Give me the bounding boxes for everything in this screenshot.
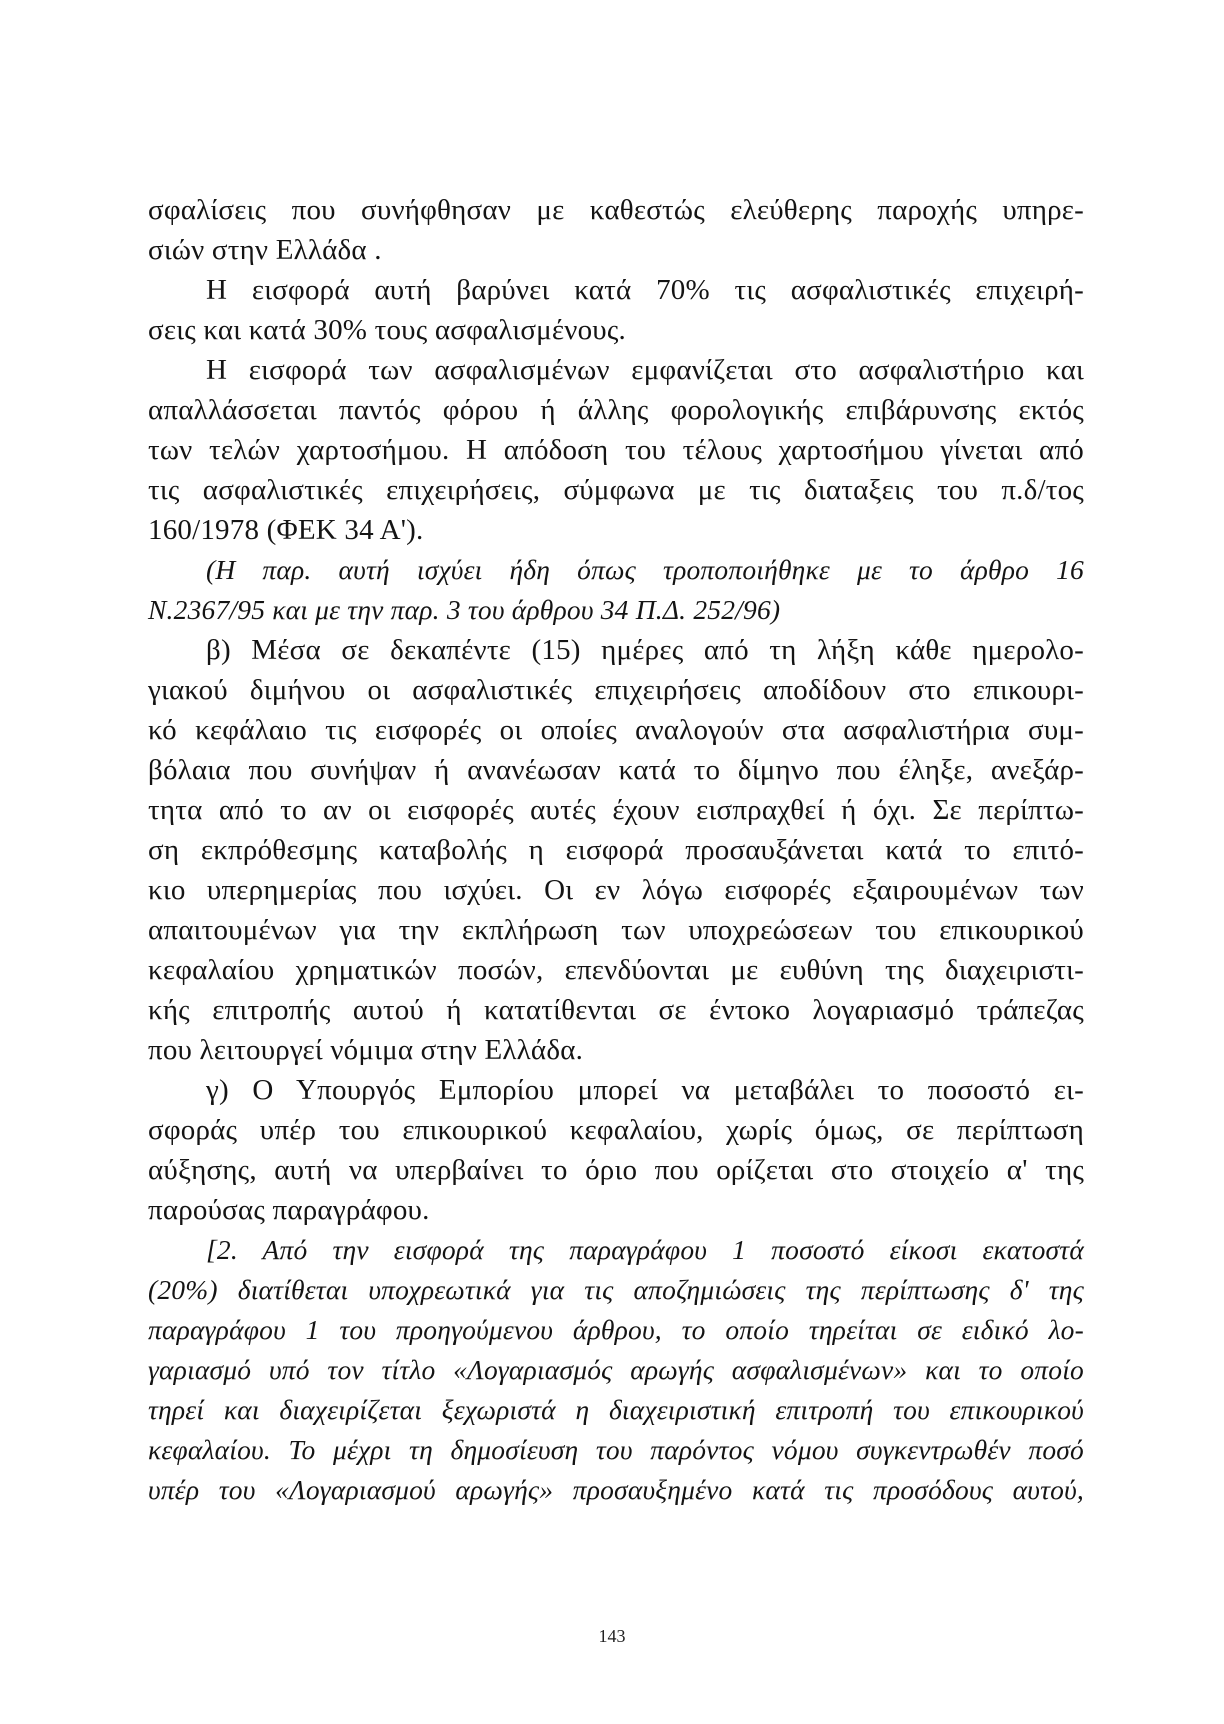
page-number: 143 bbox=[598, 1626, 626, 1646]
text-line: β) Μέσα σε δεκαπέντε (15) ημέρες από τη λήξη κάθε ημερολο- bbox=[206, 634, 1084, 666]
text-line-italic: [2. Από την εισφορά της παραγράφου 1 ποσοστό είκοσι εκατοστά bbox=[206, 1234, 1084, 1265]
text-line: γιακού διμήνου οι ασφαλιστικές επιχειρήσεις αποδίδουν στο επικουρι- bbox=[148, 674, 1084, 706]
text-line: που λειτουργεί νόμιμα στην Ελλάδα. bbox=[148, 1034, 584, 1066]
text-line: ση εκπρόθεσμης καταβολής η εισφορά προσαυξάνεται κατά το επιτό- bbox=[148, 834, 1084, 866]
text-line: σιών στην Ελλάδα . bbox=[148, 234, 382, 266]
text-line: τις ασφαλιστικές επιχειρήσεις, σύμφωνα με τις διαταξεις του π.δ/τος bbox=[148, 474, 1084, 506]
text-line: κιο υπερημερίας που ισχύει. Οι εν λόγω εισφορές εξαιρουμένων των bbox=[148, 874, 1084, 906]
text-line: τητα από το αν οι εισφορές αυτές έχουν εισπραχθεί ή όχι. Σε περίπτω- bbox=[148, 794, 1084, 826]
text-line: παρούσας παραγράφου. bbox=[148, 1194, 430, 1226]
text-line-italic: υπέρ του «Λογαριασμού αρωγής» προσαυξημένο κατά τις προσόδους αυτού, bbox=[148, 1474, 1084, 1505]
text-line-italic: γαριασμό υπό τον τίτλο «Λογαριασμός αρωγής ασφαλισμένων» και το οποίο bbox=[148, 1354, 1084, 1385]
text-line: απαιτουμένων για την εκπλήρωση των υποχρεώσεων του επικουρικού bbox=[148, 914, 1084, 946]
text-line: κεφαλαίου χρηματικών ποσών, επενδύονται με ευθύνη της διαχειριστι- bbox=[148, 954, 1084, 986]
text-line-italic: Ν.2367/95 και με την παρ. 3 του άρθρου 34 Π.Δ. 252/96) bbox=[148, 594, 781, 625]
text-line-italic: τηρεί και διαχειρίζεται ξεχωριστά η διαχειριστική επιτροπή του επικουρικού bbox=[148, 1394, 1084, 1425]
text-line: γ) Ο Υπουργός Εμπορίου μπορεί να μεταβάλει το ποσοστό ει- bbox=[206, 1074, 1084, 1106]
text-line: σφαλίσεις που συνήφθησαν με καθεστώς ελεύθερης παροχής υπηρε- bbox=[148, 194, 1084, 226]
text-line: σφοράς υπέρ του επικουρικού κεφαλαίου, χωρίς όμως, σε περίπτωση bbox=[148, 1114, 1084, 1146]
text-line-italic: κεφαλαίου. Το μέχρι τη δημοσίευση του παρόντος νόμου συγκεντρωθέν ποσό bbox=[148, 1434, 1084, 1465]
text-line: σεις και κατά 30% τους ασφαλισμένους. bbox=[148, 314, 626, 346]
text-line-italic: (20%) διατίθεται υποχρεωτικά για τις αποζημιώσεις της περίπτωσης δ' της bbox=[148, 1274, 1084, 1305]
text-line: κό κεφάλαιο τις εισφορές οι οποίες αναλογούν στα ασφαλιστήρια συμ- bbox=[148, 714, 1084, 746]
text-line: αύξησης, αυτή να υπερβαίνει το όριο που ορίζεται στο στοιχείο α' της bbox=[148, 1154, 1084, 1186]
text-line: απαλλάσσεται παντός φόρου ή άλλης φορολογικής επιβάρυνσης εκτός bbox=[148, 394, 1084, 426]
text-line: Η εισφορά των ασφαλισμένων εμφανίζεται στο ασφαλιστήριο και bbox=[206, 354, 1084, 386]
text-line: των τελών χαρτοσήμου. Η απόδοση του τέλους χαρτοσήμου γίνεται από bbox=[148, 434, 1084, 466]
page-body bbox=[148, 190, 1084, 1510]
text-line-italic: παραγράφου 1 του προηγούμενου άρθρου, το οποίο τηρείται σε ειδικό λο- bbox=[148, 1314, 1084, 1345]
text-line-italic: (Η παρ. αυτή ισχύει ήδη όπως τροποποιήθηκε με το άρθρο 16 bbox=[206, 554, 1084, 585]
text-line: κής επιτροπής αυτού ή κατατίθενται σε έντοκο λογαριασμό τράπεζας bbox=[148, 994, 1084, 1026]
text-line: βόλαια που συνήψαν ή ανανέωσαν κατά το δίμηνο που έληξε, ανεξάρ- bbox=[148, 754, 1084, 786]
text-line: Η εισφορά αυτή βαρύνει κατά 70% τις ασφαλιστικές επιχειρή- bbox=[206, 274, 1084, 306]
text-line: 160/1978 (ΦΕΚ 34 Α'). bbox=[148, 514, 424, 546]
